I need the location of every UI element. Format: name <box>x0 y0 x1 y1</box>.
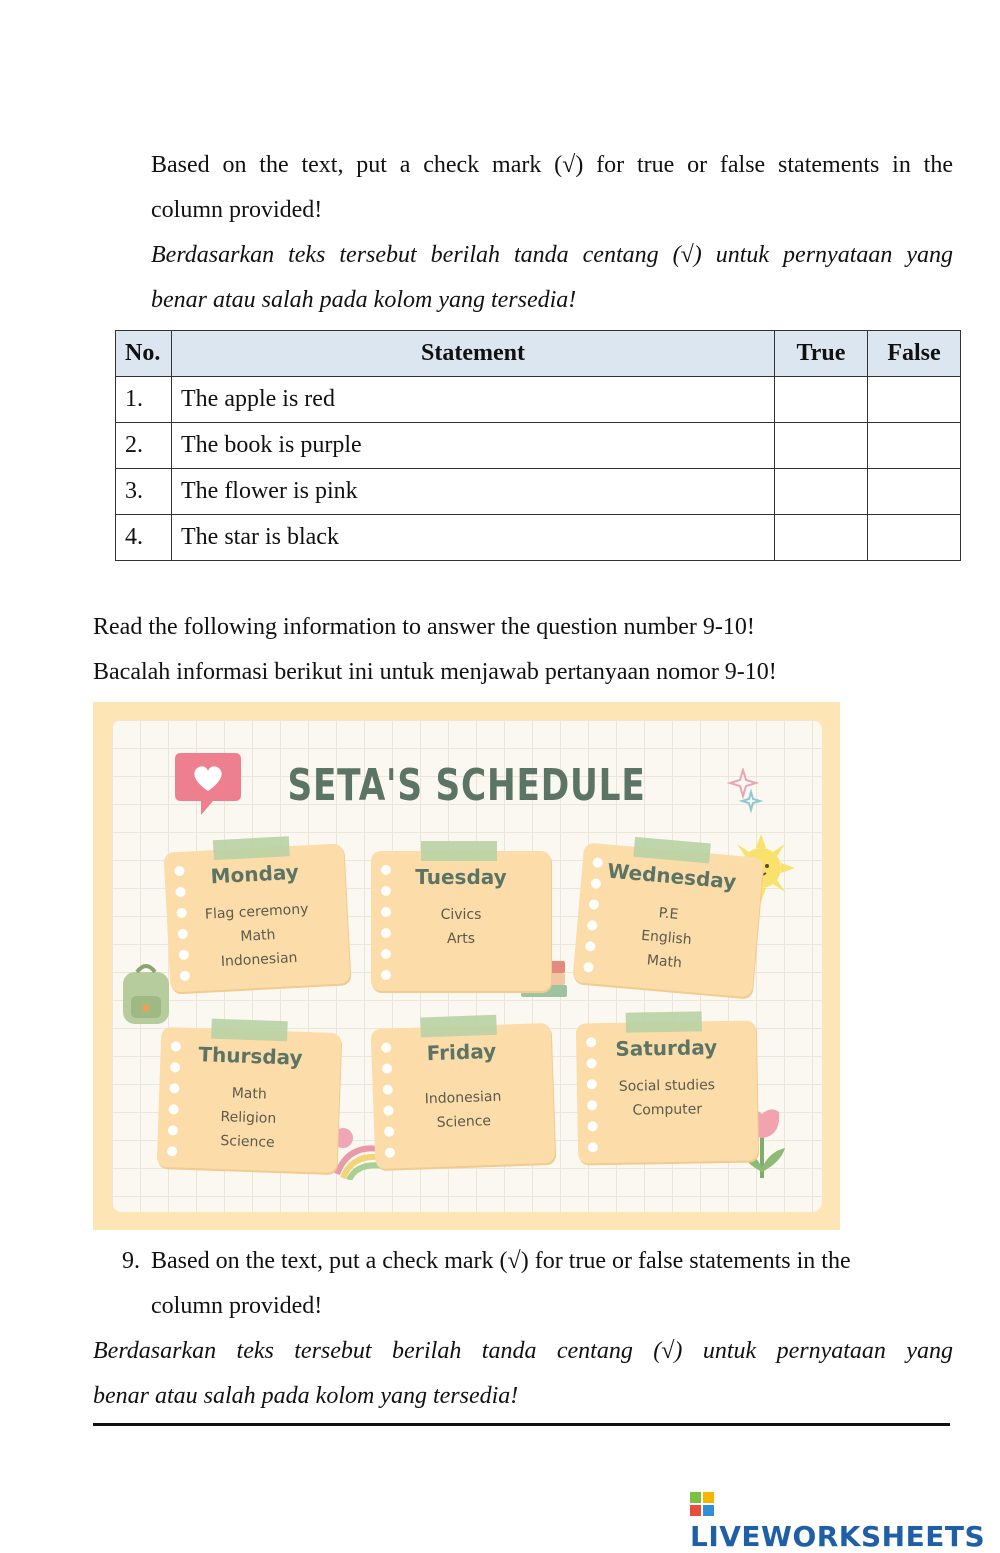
subject-list <box>574 894 760 981</box>
schedule-poster <box>93 702 840 1230</box>
table-header-row <box>116 331 961 377</box>
sparkle-icon <box>721 768 765 818</box>
card-friday <box>371 1023 556 1169</box>
intro-id-line1: Berdasarkan teks tersebut berilah tanda centang (√) untuk pernyataan yang <box>151 242 953 268</box>
row-statement: The book is purple <box>172 423 775 469</box>
subject-item: Indonesian <box>220 949 298 970</box>
question-9-id-line1: Berdasarkan teks tersebut berilah tanda centang (√) untuk pernyataan yang <box>93 1338 953 1364</box>
subject-list <box>577 1072 758 1123</box>
subject-item: Civics <box>440 907 482 923</box>
true-answer-cell[interactable] <box>775 469 868 515</box>
read-info-en: Read the following information to answer the question number 9-10! <box>93 614 755 640</box>
header-no: No. <box>116 331 172 377</box>
subject-item: Math <box>646 952 683 972</box>
subject-list <box>157 1079 339 1157</box>
card-wednesday <box>572 842 764 997</box>
row-statement: The apple is red <box>172 377 775 423</box>
true-answer-cell[interactable] <box>775 423 868 469</box>
table-row <box>116 377 961 423</box>
question-9-id-line2: benar atau salah pada kolom yang tersedia! <box>93 1383 519 1409</box>
read-info-id: Bacalah informasi berikut ini untuk menjawab pertanyaan nomor 9-10! <box>93 659 777 685</box>
row-statement: The flower is pink <box>172 469 775 515</box>
subject-item: Computer <box>632 1101 703 1119</box>
backpack-icon <box>115 960 177 1028</box>
header-false: False <box>868 331 961 377</box>
day-label: Wednesday <box>606 858 738 894</box>
subject-item: English <box>640 927 693 949</box>
washi-tape <box>421 841 497 861</box>
row-statement: The star is black <box>172 515 775 561</box>
footer-divider <box>93 1423 950 1426</box>
subject-list <box>166 895 350 976</box>
washi-tape <box>211 1019 288 1042</box>
subject-item: Math <box>240 927 276 945</box>
table-row <box>116 469 961 515</box>
question-9-en-line2: column provided! <box>151 1293 323 1319</box>
card-thursday <box>157 1027 342 1173</box>
day-label: Monday <box>210 859 300 889</box>
brand-logo <box>690 1487 1000 1553</box>
row-number: 1. <box>116 377 172 423</box>
header-true: True <box>775 331 868 377</box>
intro-id-line2: benar atau salah pada kolom yang tersedia! <box>151 287 577 313</box>
brand-name: LIVEWORKSHEETS <box>690 1520 986 1553</box>
day-label: Tuesday <box>415 865 507 889</box>
header-statement: Statement <box>172 331 775 377</box>
washi-tape <box>213 836 290 860</box>
subject-item: Science <box>220 1133 275 1151</box>
card-tuesday <box>371 851 551 991</box>
row-number: 4. <box>116 515 172 561</box>
subject-item: P.E <box>658 905 679 923</box>
heart-bubble-icon <box>173 747 243 822</box>
subject-item: Science <box>436 1113 492 1131</box>
subject-item: Religion <box>220 1109 277 1127</box>
poster-title: SETA'S SCHEDULE <box>287 760 646 811</box>
true-false-table <box>115 330 961 561</box>
subject-item: Math <box>231 1085 267 1103</box>
subject-list <box>373 1083 555 1137</box>
day-label: Thursday <box>198 1042 303 1070</box>
card-saturday <box>576 1020 758 1163</box>
false-answer-cell[interactable] <box>868 469 961 515</box>
liveworksheets-logo-icon <box>690 1492 714 1516</box>
false-answer-cell[interactable] <box>868 515 961 561</box>
question-9-en-line1: Based on the text, put a check mark (√) for true or false statements in the <box>151 1248 851 1274</box>
true-answer-cell[interactable] <box>775 515 868 561</box>
false-answer-cell[interactable] <box>868 377 961 423</box>
subject-item: Social studies <box>618 1077 716 1095</box>
day-label: Friday <box>426 1038 497 1066</box>
washi-tape <box>626 1011 702 1032</box>
card-monday <box>163 843 350 992</box>
subject-list <box>371 903 551 951</box>
intro-en-line1: Based on the text, put a check mark (√) for true or false statements in the <box>151 152 953 178</box>
row-number: 3. <box>116 469 172 515</box>
table-row <box>116 515 961 561</box>
day-label: Saturday <box>615 1035 718 1061</box>
row-number: 2. <box>116 423 172 469</box>
subject-item: Indonesian <box>424 1088 502 1108</box>
question-9-number: 9. <box>122 1248 140 1274</box>
false-answer-cell[interactable] <box>868 423 961 469</box>
subject-item: Flag ceremony <box>204 901 309 923</box>
table-row <box>116 423 961 469</box>
intro-en-line2: column provided! <box>151 197 323 223</box>
true-answer-cell[interactable] <box>775 377 868 423</box>
washi-tape <box>420 1015 497 1038</box>
subject-item: Arts <box>446 931 476 947</box>
